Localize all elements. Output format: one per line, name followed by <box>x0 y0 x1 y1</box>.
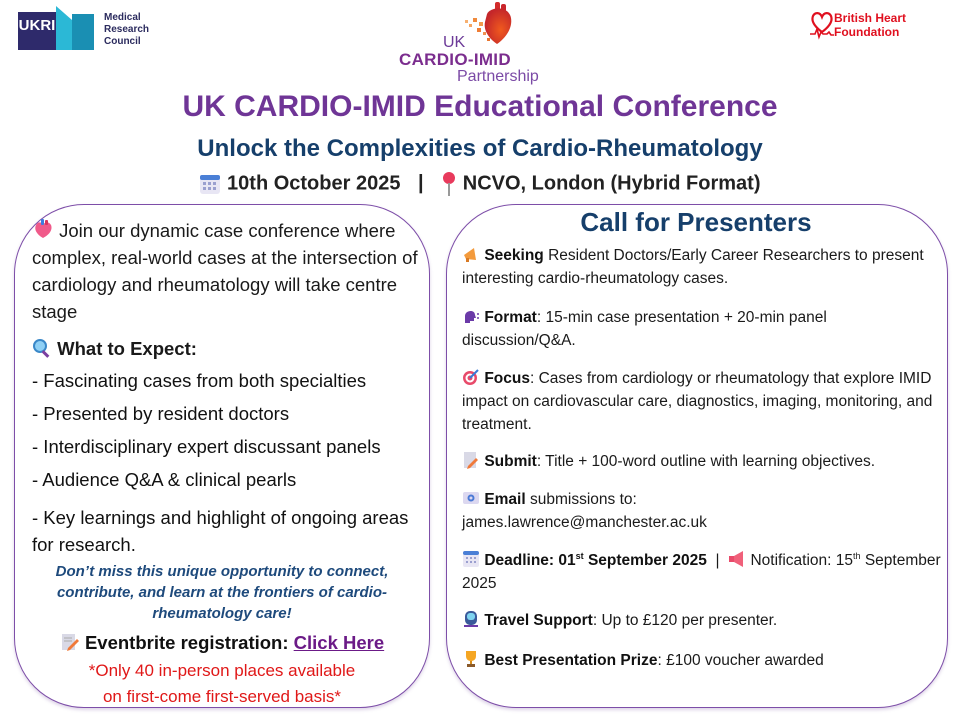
focus-item <box>462 367 942 436</box>
logo-partnership-text: Partnership <box>457 68 539 85</box>
prize-label: Best Presentation Prize <box>484 652 658 669</box>
megaphone-icon <box>462 245 480 263</box>
page-subtitle: Unlock the Complexities of Cardio-Rheumatology <box>197 135 763 162</box>
what-to-expect-label: What to Expect: <box>57 338 197 359</box>
calendar-icon <box>199 173 221 195</box>
mrc-line: Medical <box>104 12 141 23</box>
email-label: Email <box>484 491 526 508</box>
travel-label: Travel Support <box>484 612 593 629</box>
anatomical-heart-icon <box>32 218 54 240</box>
event-location: NCVO, London (Hybrid Format) <box>462 172 761 195</box>
deadline-sup: st <box>575 550 584 561</box>
email-text: submissions to: <box>529 491 637 508</box>
pin-icon <box>441 171 457 197</box>
page-title: UK CARDIO-IMID Educational Conference <box>182 90 778 123</box>
magnifier-icon <box>32 338 52 358</box>
mrc-text <box>104 12 149 48</box>
speaking-head-icon <box>462 307 480 325</box>
date-location-line <box>0 171 960 197</box>
travel-text: : Up to £120 per presenter. <box>592 612 778 629</box>
dont-miss-callout: Don’t miss this unique opportunity to connect, contribute, and learn at the frontiers of cardio-rheumatology care! <box>55 563 389 622</box>
expect-item: - Key learnings and highlight of ongoing areas for research. <box>32 507 409 555</box>
prize-item <box>462 649 942 672</box>
format-label: Format <box>484 309 537 326</box>
notification-label: Notification: 15 <box>750 552 853 569</box>
places-warning-line: *Only 40 in-person places available <box>88 661 356 680</box>
call-for-presenters-title: Call for Presenters <box>580 207 812 237</box>
registration-link[interactable]: Click Here <box>293 632 385 653</box>
loudspeaker-icon <box>728 550 746 568</box>
separator: | <box>418 172 424 195</box>
train-icon <box>462 610 480 628</box>
registration-label: Eventbrite registration: <box>84 632 289 653</box>
bhf-line: Foundation <box>834 25 900 39</box>
ukri-logo <box>18 6 98 50</box>
email-item <box>462 488 942 534</box>
places-warning-line: on first-come first-served basis* <box>102 687 342 706</box>
expect-item: - Fascinating cases from both specialties <box>32 370 367 391</box>
registration-line <box>20 632 424 654</box>
seeking-label: Seeking <box>484 247 544 264</box>
expect-item: - Audience Q&A & clinical pearls <box>32 469 297 490</box>
intro-text <box>32 217 432 325</box>
what-to-expect-heading <box>32 338 432 360</box>
travel-item <box>462 609 942 632</box>
separator: | <box>715 552 720 569</box>
format-text: : 15-min case presentation + 20-min panel discussion/Q&A. <box>462 309 827 349</box>
seeking-item <box>462 244 942 290</box>
focus-label: Focus <box>484 370 530 387</box>
deadline-date: September 2025 <box>587 552 707 569</box>
format-item <box>462 306 942 352</box>
bhf-logo <box>810 10 960 46</box>
ukri-mark: UKRI <box>18 17 56 34</box>
heart-logo-icon <box>457 0 517 48</box>
logo-cardio-imid-text: CARDIO-IMID <box>399 50 511 69</box>
focus-text: : Cases from cardiology or rheumatology that explore IMID impact on cardiovascular care, diagnostics, imaging, monitoring, and treatment. <box>462 370 933 433</box>
notification-sup: th <box>852 550 861 561</box>
places-warning <box>20 658 424 710</box>
deadline-label: Deadline: 01 <box>484 552 576 569</box>
notification-date: September 2025 <box>462 552 941 592</box>
prize-text: : £100 voucher awarded <box>657 652 824 669</box>
memo-pencil-icon <box>462 451 480 469</box>
bhf-line: British Heart <box>834 11 907 25</box>
email-icon <box>462 489 480 507</box>
seeking-text: Resident Doctors/Early Career Researchers to present interesting cardio-rheumatology cases. <box>462 247 924 287</box>
cardio-imid-logo <box>395 0 565 92</box>
expect-item: - Presented by resident doctors <box>32 403 290 424</box>
target-icon <box>462 368 480 386</box>
email-address[interactable]: james.lawrence@manchester.ac.uk <box>462 514 707 531</box>
memo-pencil-icon <box>60 632 80 652</box>
event-date: 10th October 2025 <box>227 172 401 195</box>
submit-text: : Title + 100-word outline with learning objectives. <box>536 453 876 470</box>
calendar-icon <box>462 550 480 568</box>
submit-label: Submit <box>484 453 537 470</box>
mrc-line: Council <box>104 36 141 47</box>
bhf-heart-icon <box>810 10 834 40</box>
deadline-item <box>462 549 942 595</box>
expect-item: - Interdisciplinary expert discussant panels <box>32 436 381 457</box>
logo-uk-text: UK <box>443 34 466 51</box>
intro-body: Join our dynamic case conference where complex, real-world cases at the intersection of cardiology and rheumatology will take centre stage <box>32 220 418 322</box>
trophy-icon <box>462 650 480 668</box>
submit-item <box>462 450 942 473</box>
mrc-line: Research <box>104 24 150 35</box>
